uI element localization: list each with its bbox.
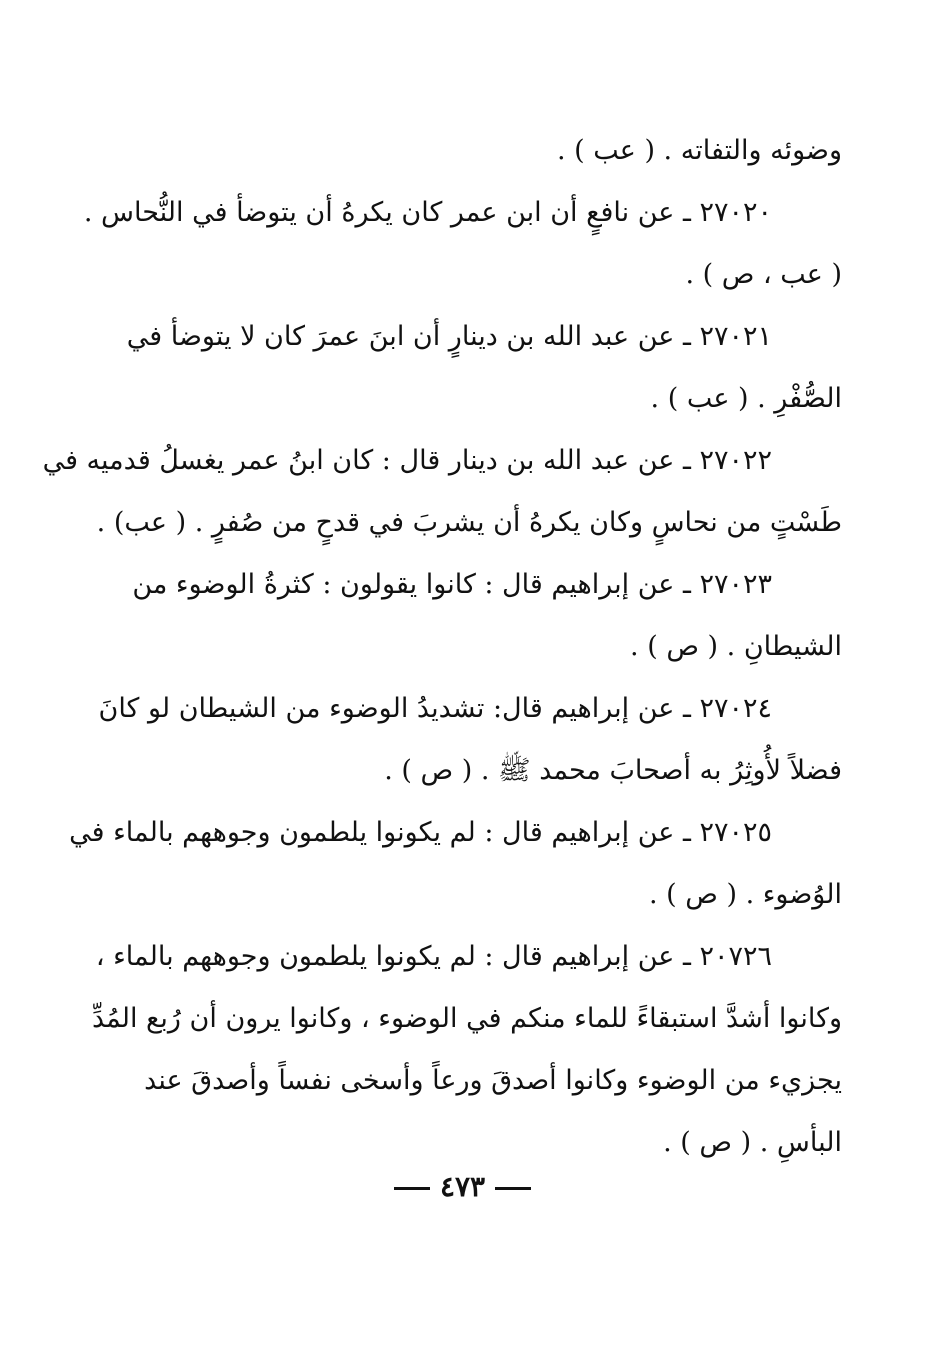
hadith-20726-line-4: البأسِ . ( ص ) . xyxy=(663,1127,842,1158)
hadith-20726-line-2: وكانوا أشدَّ استبقاءً للماء منكم في الوضوء ، وكانوا يرون أن رُبع المُدِّ xyxy=(91,1003,842,1034)
hadith-20726-line-1: ٢٠٧٢٦ ـ عن إبراهيم قال : لم يكونوا يلطمون وجوههم بالماء ، xyxy=(95,941,772,972)
hadith-27025-line-2: الوُضوء . ( ص ) . xyxy=(648,879,842,910)
hadith-20726-line-3: يجزيء من الوضوء وكانوا أصدقَ ورعاً وأسخى نفساً وأصدقَ عند xyxy=(144,1065,842,1096)
page-number xyxy=(0,1170,925,1203)
hadith-27024-line-2: فضلاً لأُوثِرُ به أصحابَ محمد ﷺ . ( ص ) . xyxy=(384,755,842,786)
hadith-27021-line-2: الصُّفْرِ . ( عب ) . xyxy=(650,383,842,414)
hadith-27020-line-2: ( عب ، ص ) . xyxy=(685,259,842,290)
hadith-27022-line-1: ٢٧٠٢٢ ـ عن عبد الله بن دينار قال : كان ابنُ عمر يغسلُ قدميه في xyxy=(42,445,772,476)
hadith-27021-line-1: ٢٧٠٢١ ـ عن عبد الله بن دينارٍ أن ابنَ عمرَ كان لا يتوضأ في xyxy=(126,321,772,352)
hadith-27025-line-1: ٢٧٠٢٥ ـ عن إبراهيم قال : لم يكونوا يلطمون وجوههم بالماء في xyxy=(69,817,772,848)
page-number-value: ٤٧٣ xyxy=(439,1170,486,1203)
hadith-27023-line-1: ٢٧٠٢٣ ـ عن إبراهيم قال : كانوا يقولون : كثرةُ الوضوء من xyxy=(132,569,772,600)
page-number-dash-right xyxy=(495,1187,531,1190)
hadith-27024-line-1: ٢٧٠٢٤ ـ عن إبراهيم قال: تشديدُ الوضوء من الشيطان لو كانَ xyxy=(98,693,772,724)
hadith-27020-line-1: ٢٧٠٢٠ ـ عن نافعٍ أن ابن عمر كان يكرهُ أن يتوضأ في النُّحاس . xyxy=(83,197,772,228)
text-line: وضوئه والتفاته . ( عب ) . xyxy=(556,135,842,166)
page-number-dash-left xyxy=(394,1187,430,1190)
page-body xyxy=(42,120,842,1230)
hadith-27022-line-2: طَسْتٍ من نحاسٍ وكان يكرهُ أن يشربَ في قدحٍ من صُفرٍ . ( عب) . xyxy=(96,507,842,538)
hadith-27023-line-2: الشيطانِ . ( ص ) . xyxy=(630,631,842,662)
